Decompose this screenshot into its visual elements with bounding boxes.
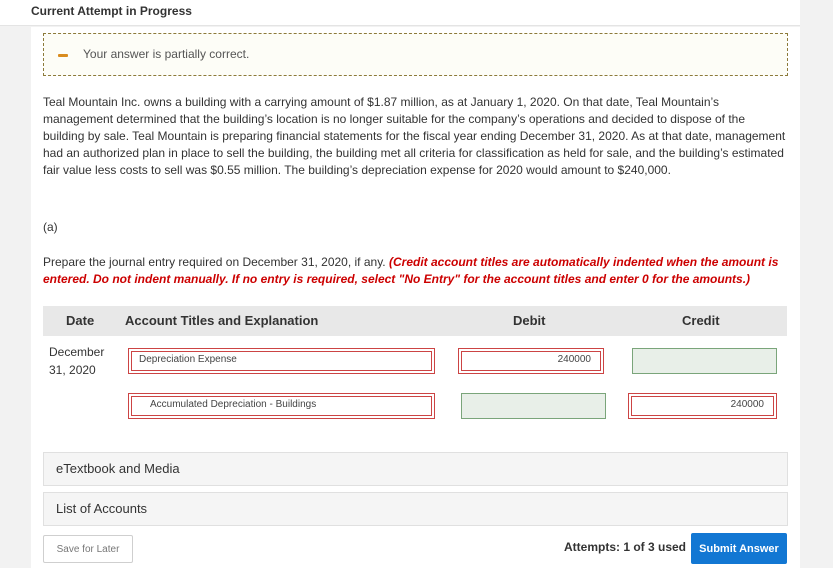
instructions [43,254,788,288]
header-date: Date [66,313,95,328]
submit-answer-button[interactable]: Submit Answer [691,533,787,564]
minus-icon [58,54,68,57]
instructions-text: Prepare the journal entry required on December 31, 2020, if any. [43,255,389,269]
attempts-counter: Attempts: 1 of 3 used [564,540,687,554]
page-title: Current Attempt in Progress [31,4,192,18]
header-account: Account Titles and Explanation [125,313,319,328]
question-card [31,27,800,568]
save-for-later-button[interactable]: Save for Later [43,535,133,563]
row1-credit-field[interactable] [632,348,777,374]
row2-debit-field[interactable] [461,393,606,419]
header-bar [0,0,800,26]
journal-table-header [43,306,787,336]
problem-statement: Teal Mountain Inc. owns a building with a carrying amount of $1.87 million, as at January 1, 2020. On that date, Teal Mountain’s management determined that the building’s location is no longer suitable for the company’s operations and decided to dispose of the building by sale. Teal Mountain is preparing financial statements for the fiscal year ending December 31, 2020. As at that date, management had an authorized plan in place to sell the building, the building met all criteria for classification as held for sale, and the building’s estimated fair value less costs to sell was $0.55 million. The building’s depreciation expense for 2020 would amount to $240,000. [43,95,786,177]
list-of-accounts-panel[interactable]: List of Accounts [43,492,788,526]
header-debit: Debit [513,313,546,328]
entry-date: December 31, 2020 [49,345,105,377]
row2-credit-field[interactable]: 240000 [628,393,777,419]
feedback-banner [43,33,788,76]
feedback-text: Your answer is partially correct. [83,47,250,61]
part-label: (a) [43,220,58,234]
etextbook-panel[interactable]: eTextbook and Media [43,452,788,486]
row2-account-field[interactable]: Accumulated Depreciation - Buildings [128,393,435,419]
row1-debit-field[interactable]: 240000 [458,348,604,374]
instructions-warning: (Credit account titles are automatically indented when the amount is entered. Do not indent manually. If no entry is required, select "No Entry" for the account titles and enter 0 for the amounts.) [43,255,779,286]
row1-account-field[interactable]: Depreciation Expense [128,348,435,374]
header-credit: Credit [682,313,720,328]
